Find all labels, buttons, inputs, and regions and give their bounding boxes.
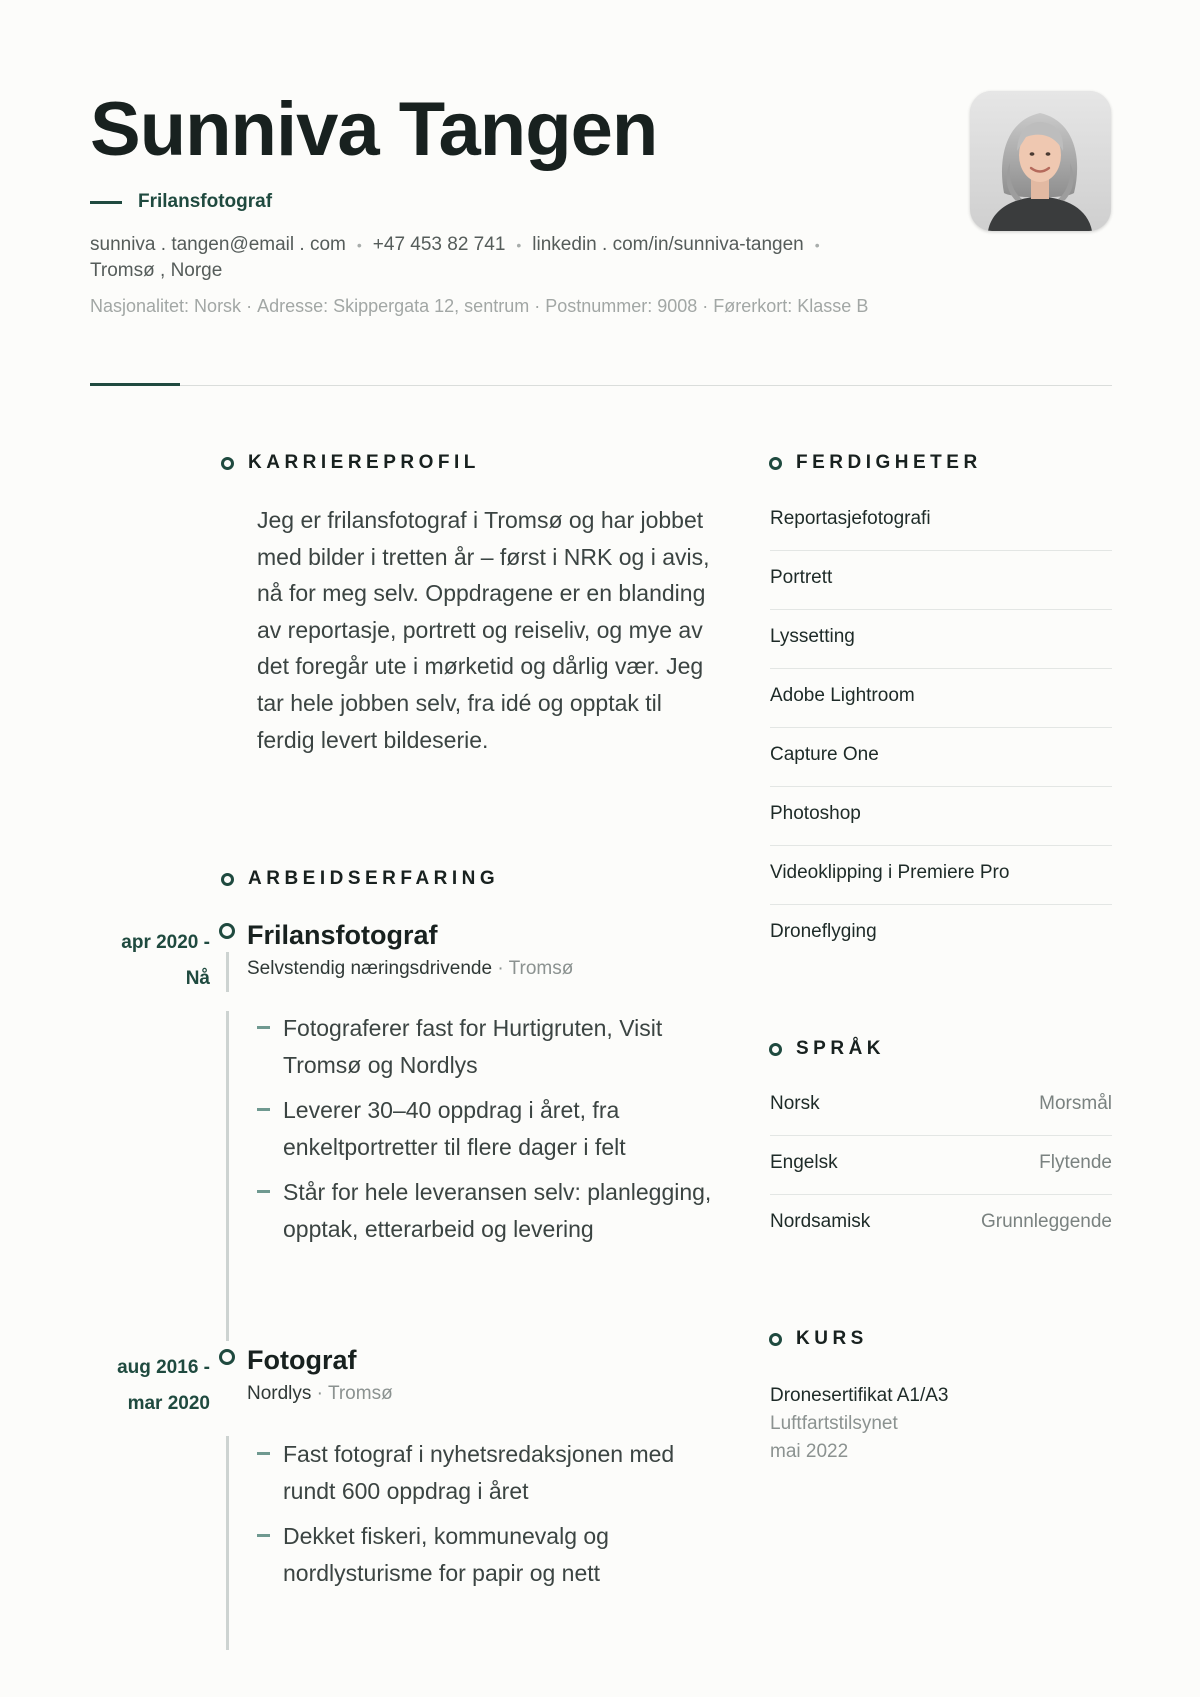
language-level: Flytende bbox=[1039, 1152, 1112, 1173]
section-title: KARRIEREPROFIL bbox=[248, 452, 480, 473]
job-date-end: Nå bbox=[185, 968, 210, 989]
section-heading-profile bbox=[221, 452, 480, 474]
course-name: Dronesertifikat A1/A3 bbox=[770, 1385, 949, 1406]
separator-dot: · bbox=[246, 296, 253, 316]
role-title: Frilansfotograf bbox=[138, 191, 273, 212]
job-location: Tromsø bbox=[508, 958, 574, 979]
profile-photo bbox=[970, 91, 1111, 231]
skill-item: Reportasjefotografi bbox=[770, 492, 1112, 551]
course-item bbox=[770, 1382, 1112, 1466]
job-bullets bbox=[257, 1010, 717, 1257]
section-heading-languages bbox=[769, 1038, 885, 1060]
job-employer: Nordlys bbox=[247, 1383, 312, 1404]
skill-item: Photoshop bbox=[770, 787, 1112, 846]
job-bullet: Står for hele leveransen selv: planlegging, opptak, etterarbeid og levering bbox=[257, 1174, 717, 1247]
job-date bbox=[80, 1350, 210, 1422]
timeline-ring-icon bbox=[219, 1349, 235, 1365]
language-name: Engelsk bbox=[770, 1152, 838, 1173]
section-title: FERDIGHETER bbox=[796, 452, 982, 473]
contact-linkedin: linkedin . com/in/sunniva-tangen bbox=[532, 234, 804, 255]
job-bullets bbox=[257, 1436, 717, 1600]
detail-license: Førerkort: Klasse B bbox=[713, 296, 869, 316]
job-date-start: aug 2016 - bbox=[117, 1357, 210, 1378]
job-meta: Nordlys · Tromsø bbox=[247, 1383, 393, 1404]
role-line bbox=[90, 191, 272, 213]
skill-item: Portrett bbox=[770, 551, 1112, 610]
skill-item: Lyssetting bbox=[770, 610, 1112, 669]
language-row bbox=[770, 1195, 1112, 1254]
detail-nationality: Nasjonalitet: Norsk bbox=[90, 296, 242, 316]
language-level: Morsmål bbox=[1039, 1093, 1112, 1114]
languages-list bbox=[770, 1077, 1112, 1254]
section-heading-experience bbox=[221, 868, 499, 890]
role-dash bbox=[90, 201, 122, 204]
section-ring-icon bbox=[769, 1333, 782, 1346]
contact-phone: +47 453 82 741 bbox=[372, 234, 506, 255]
skill-item: Videoklipping i Premiere Pro bbox=[770, 846, 1112, 905]
section-ring-icon bbox=[769, 1043, 782, 1056]
job-meta: Selvstendig næringsdrivende · Tromsø bbox=[247, 958, 574, 979]
timeline-line bbox=[226, 952, 229, 992]
portrait-image bbox=[970, 91, 1111, 231]
language-row bbox=[770, 1136, 1112, 1195]
section-title: SPRÅK bbox=[796, 1038, 886, 1059]
separator-dot: • bbox=[516, 237, 522, 253]
timeline-ring-icon bbox=[219, 923, 235, 939]
timeline-line bbox=[226, 1436, 229, 1650]
language-name: Norsk bbox=[770, 1093, 820, 1114]
job-date-end: mar 2020 bbox=[127, 1393, 210, 1414]
profile-text: Jeg er frilansfotograf i Tromsø og har jobbet med bilder i tretten år – først i NRK og i avis, nå for meg selv. Oppdragene er en blanding av reportasje, portrett og reiseliv, og mye av det foregår ute i mørketid og dårlig vær. Jeg tar hele jobben selv, fra idé og opptak til ferdig levert bildeserie. bbox=[257, 507, 710, 753]
header-divider bbox=[90, 385, 1112, 386]
job-bullet: Fast fotograf i nyhetsredaksjonen med rundt 600 oppdrag i året bbox=[257, 1436, 717, 1509]
name-heading: Sunniva Tangen bbox=[90, 87, 658, 172]
job-employer: Selvstendig næringsdrivende bbox=[247, 958, 493, 979]
timeline-line bbox=[226, 1011, 229, 1341]
section-title: KURS bbox=[796, 1328, 868, 1349]
skills-list bbox=[770, 492, 1112, 964]
section-title: ARBEIDSERFARING bbox=[248, 868, 500, 889]
contact-email: sunniva . tangen@email . com bbox=[90, 234, 346, 255]
section-heading-courses bbox=[769, 1328, 868, 1350]
section-ring-icon bbox=[221, 873, 234, 886]
header-divider-accent bbox=[90, 383, 180, 386]
separator-dot: • bbox=[814, 237, 820, 253]
detail-address: Adresse: Skippergata 12, sentrum bbox=[257, 296, 530, 316]
job-location: Tromsø bbox=[327, 1383, 393, 1404]
job-bullet: Fotograferer fast for Hurtigruten, Visit Tromsø og Nordlys bbox=[257, 1010, 717, 1083]
language-name: Nordsamisk bbox=[770, 1211, 871, 1232]
separator-dot: · bbox=[702, 296, 709, 316]
job-title: Fotograf bbox=[247, 1345, 357, 1375]
course-org: Luftfartstilsynet bbox=[770, 1413, 898, 1434]
contact-info bbox=[90, 232, 890, 284]
detail-postcode: Postnummer: 9008 bbox=[545, 296, 698, 316]
separator-dot: · bbox=[534, 296, 541, 316]
job-date-start: apr 2020 - bbox=[121, 932, 210, 953]
language-row bbox=[770, 1077, 1112, 1136]
personal-details bbox=[90, 293, 890, 319]
job-date bbox=[80, 925, 210, 997]
skill-item: Adobe Lightroom bbox=[770, 669, 1112, 728]
job-bullet: Leverer 30–40 oppdrag i året, fra enkeltportretter til flere dager i felt bbox=[257, 1092, 717, 1165]
course-date: mai 2022 bbox=[770, 1441, 849, 1462]
job-title: Frilansfotograf bbox=[247, 920, 438, 950]
section-heading-skills bbox=[769, 452, 982, 474]
job-bullet: Dekket fiskeri, kommunevalg og nordlysturisme for papir og nett bbox=[257, 1518, 717, 1591]
skill-item: Capture One bbox=[770, 728, 1112, 787]
skill-item: Droneflyging bbox=[770, 921, 877, 942]
section-ring-icon bbox=[769, 457, 782, 470]
section-ring-icon bbox=[221, 457, 234, 470]
language-level: Grunnleggende bbox=[981, 1211, 1112, 1232]
separator-dot: • bbox=[356, 237, 362, 253]
contact-location: Tromsø , Norge bbox=[90, 260, 223, 281]
